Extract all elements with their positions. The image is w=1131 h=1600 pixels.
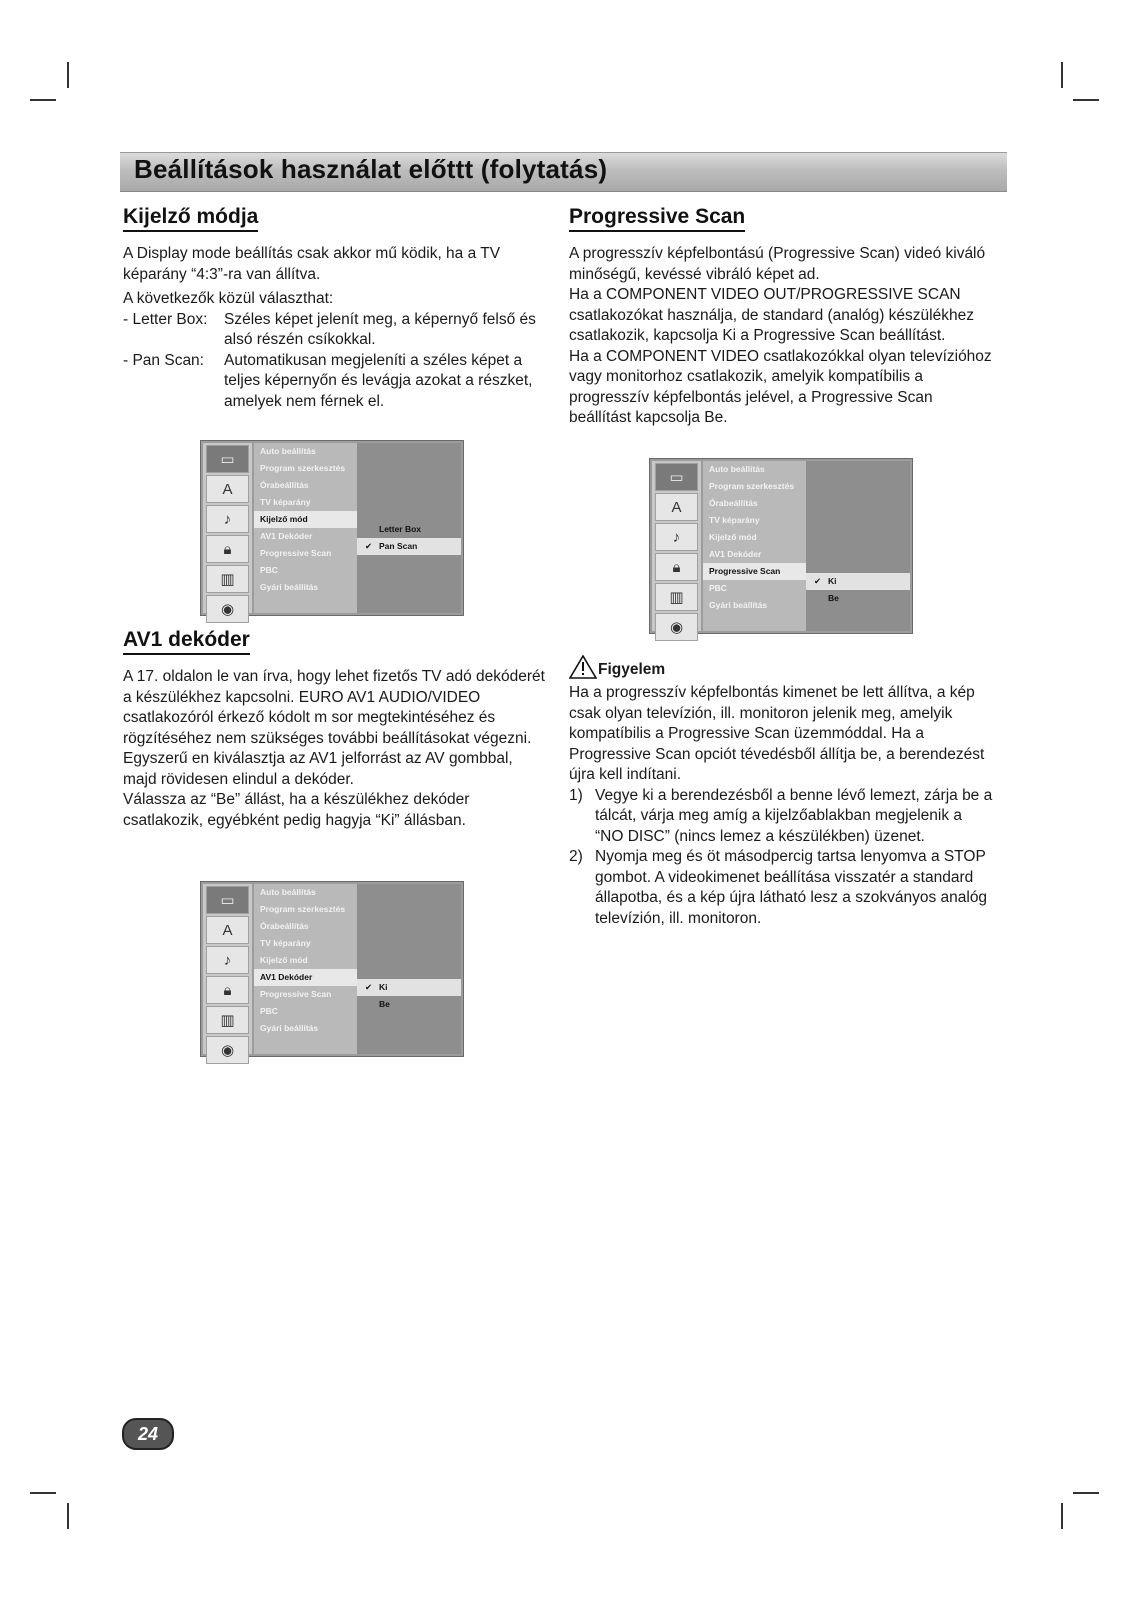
crop-mark xyxy=(1073,99,1099,101)
step-text: Vegye ki a berendezésből a benne lévő lemezt, zárja be a tálcát, várja meg amíg a kijelzőablakban megjelenik a “NO DISC” (nincs lemez a készülékben) üzenet. xyxy=(595,786,993,845)
film-icon: ▥ xyxy=(655,583,698,611)
list-item xyxy=(569,847,994,929)
menu-item: Gyári beállítás xyxy=(260,582,319,592)
checkmark-icon: ✔ xyxy=(365,982,373,992)
menu-option-checked xyxy=(357,538,461,555)
menu-item-list xyxy=(254,443,357,613)
menu-item: Progressive Scan xyxy=(260,548,332,558)
list-item xyxy=(123,351,553,413)
menu-options xyxy=(806,461,910,631)
menu-option-checked xyxy=(806,573,910,590)
av1-paragraph: Válassza az “Be” állást, ha a készülékhez dekóder csatlakozik, egyébként pedig hagyja “Ki” állásban. xyxy=(123,791,470,829)
setup-menu-screenshot-av1 xyxy=(200,881,464,1057)
menu-item: Órabeállítás xyxy=(260,921,309,931)
disc-icon: ◉ xyxy=(655,613,698,641)
section-av1 xyxy=(123,628,545,831)
page-number: 24 xyxy=(122,1418,174,1450)
crop-mark xyxy=(1061,1503,1063,1529)
page-title: Beállítások használat előttt (folytatás) xyxy=(134,154,608,184)
kijelzo-paragraph: A Display mode beállítás csak akkor mű ködik, ha a TV képarány “4:3”-ra van állítva. xyxy=(123,245,501,283)
menu-item: Auto beállítás xyxy=(260,887,316,897)
menu-option xyxy=(357,996,461,1013)
kijelzo-paragraph: A következők közül választhat: xyxy=(123,290,334,307)
menu-item: PBC xyxy=(260,565,278,575)
lock-icon: 🔒︎ xyxy=(206,535,249,563)
list-item-text: Széles képet jelenít meg, a képernyő felső és alsó részén csíkokkal. xyxy=(224,310,536,348)
menu-item: Auto beállítás xyxy=(709,464,765,474)
menu-option-label: Letter Box xyxy=(379,524,422,534)
list-item-key: - Pan Scan: xyxy=(123,351,204,369)
setup-menu-screenshot-kijelzo xyxy=(200,440,464,616)
menu-icon-column xyxy=(203,443,252,618)
menu-option-label: Be xyxy=(379,999,390,1009)
section-kijelzo xyxy=(123,205,553,412)
menu-icon-column xyxy=(652,461,701,636)
language-icon: A xyxy=(206,475,249,503)
crop-mark xyxy=(30,1492,56,1494)
kijelzo-heading: Kijelző módja xyxy=(123,205,258,232)
crop-mark xyxy=(1073,1492,1099,1494)
menu-item: PBC xyxy=(709,583,727,593)
av1-heading: AV1 dekóder xyxy=(123,628,250,655)
progressive-paragraph: Ha a COMPONENT VIDEO OUT/PROGRESSIVE SCAN csatlakozókat használja, de standard (analóg) készülékhez csatlakozik, kapcsolja Ki a Progressive Scan beállítást. xyxy=(569,286,974,344)
menu-item-selected: Kijelző mód xyxy=(254,511,357,528)
crop-mark xyxy=(67,1503,69,1529)
step-number: 2) xyxy=(569,848,583,865)
menu-item: Órabeállítás xyxy=(709,498,758,508)
menu-option xyxy=(357,521,461,538)
warning-paragraph: Ha a progresszív képfelbontás kimenet be lett állítva, a kép csak olyan televízión, ill. monitoron jelenik meg, amelyik kompatíbilis a Progressive Scan üzemmóddal. Ha a Progressive Scan opciót tévedésből állítja be, a berendezést újra kell indítani. xyxy=(569,684,985,783)
film-icon: ▥ xyxy=(206,1006,249,1034)
menu-item: TV képarány xyxy=(260,938,311,948)
menu-item: AV1 Dekóder xyxy=(709,549,762,559)
menu-option-label: Be xyxy=(828,593,839,603)
menu-item: Program szerkesztés xyxy=(260,463,346,473)
menu-item: Program szerkesztés xyxy=(709,481,795,491)
warning-heading-text: Figyelem xyxy=(598,661,666,678)
menu-item-selected: AV1 Dekóder xyxy=(254,969,357,986)
crop-mark xyxy=(67,62,69,88)
language-icon: A xyxy=(655,493,698,521)
lock-icon: 🔒︎ xyxy=(655,553,698,581)
menu-item: Progressive Scan xyxy=(260,989,332,999)
list-item xyxy=(123,310,553,351)
crop-mark xyxy=(1061,62,1063,88)
checkmark-icon: ✔ xyxy=(365,541,373,551)
lock-icon: 🔒︎ xyxy=(206,976,249,1004)
checkmark-icon: ✔ xyxy=(814,576,822,586)
progressive-heading: Progressive Scan xyxy=(569,205,745,232)
menu-item: Program szerkesztés xyxy=(260,904,346,914)
menu-item: Auto beállítás xyxy=(260,446,316,456)
step-number: 1) xyxy=(569,786,583,804)
crop-mark xyxy=(30,99,56,101)
menu-option xyxy=(806,590,910,607)
menu-icon-column xyxy=(203,884,252,1059)
av1-paragraph: A 17. oldalon le van írva, hogy lehet fizetős TV adó dekóderét a készülékhez kapcsolni. EURO AV1 AUDIO/VIDEO csatlakozóról érkező kódolt m sor megtekintéséhez és rögzítéséhez nem szükséges további beállításokat végezni. Egyszerű en kiválasztja az AV1 jelforrást az AV gombbal, majd rövidesen elindul a dekóder. xyxy=(123,668,545,788)
menu-item: Kijelző mód xyxy=(709,532,757,542)
menu-item-list xyxy=(254,884,357,1054)
menu-item: Órabeállítás xyxy=(260,480,309,490)
audio-icon: ♪ xyxy=(655,523,698,551)
disc-icon: ◉ xyxy=(206,595,249,623)
menu-item: PBC xyxy=(260,1006,278,1016)
menu-option-checked xyxy=(357,979,461,996)
menu-option-label: Ki xyxy=(828,576,837,586)
menu-item: Kijelző mód xyxy=(260,955,308,965)
menu-options xyxy=(357,884,461,1054)
menu-options xyxy=(357,443,461,613)
menu-item: TV képarány xyxy=(709,515,760,525)
section-progressive xyxy=(569,205,994,429)
menu-item-selected: Progressive Scan xyxy=(703,563,806,580)
audio-icon: ♪ xyxy=(206,505,249,533)
disc-icon: ◉ xyxy=(206,1036,249,1064)
menu-item: Gyári beállítás xyxy=(709,600,768,610)
menu-item: AV1 Dekóder xyxy=(260,531,313,541)
screen-icon: ▭ xyxy=(655,463,698,491)
film-icon: ▥ xyxy=(206,565,249,593)
menu-item: Gyári beállítás xyxy=(260,1023,319,1033)
audio-icon: ♪ xyxy=(206,946,249,974)
menu-item: TV képarány xyxy=(260,497,311,507)
list-item-text: Automatikusan megjeleníti a széles képet a teljes képernyőn és levágja azokat a részket, amelyek nem férnek el. xyxy=(224,351,533,410)
warning-heading xyxy=(569,655,994,679)
title-bar xyxy=(120,152,1007,192)
progressive-paragraph: Ha a COMPONENT VIDEO csatlakozókkal olyan televízióhoz vagy monitorhoz csatlakozik, amelyik kompatíbilis a progresszív képfelbontás jelével, a Progressive Scan beállítást kapcsolja Be. xyxy=(569,347,992,426)
step-text: Nyomja meg és öt másodpercig tartsa lenyomva a STOP gombot. A videokimenet beállítása visszatér a standard állapotba, és a kép újra látható lesz a szokványos analóg televízión, ill. monitoron. xyxy=(595,848,988,927)
list-item xyxy=(569,786,994,848)
progressive-paragraph: A progresszív képfelbontású (Progressive Scan) videó kiváló minőségű, kevéssé vibráló képet ad. xyxy=(569,245,986,283)
menu-item-list xyxy=(703,461,806,631)
menu-option-label: Ki xyxy=(379,982,388,992)
language-icon: A xyxy=(206,916,249,944)
warning-triangle-icon xyxy=(569,655,597,679)
list-item-key: - Letter Box: xyxy=(123,310,208,328)
setup-menu-screenshot-progressive xyxy=(649,458,913,634)
screen-icon: ▭ xyxy=(206,886,249,914)
screen-icon: ▭ xyxy=(206,445,249,473)
section-warning xyxy=(569,655,994,929)
menu-option-label: Pan Scan xyxy=(379,541,418,551)
